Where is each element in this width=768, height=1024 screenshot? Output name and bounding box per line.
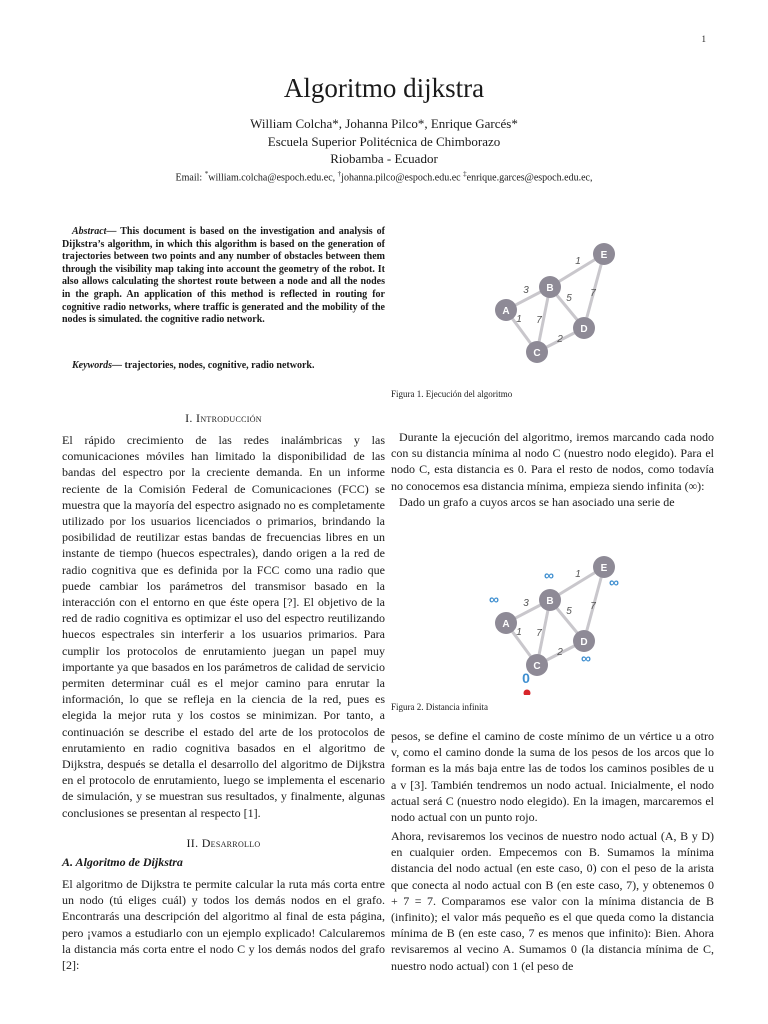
graph-distance-label-c: 0 — [522, 670, 530, 686]
right-text-block-3 — [391, 828, 714, 974]
graph-node-label: B — [546, 283, 554, 294]
graph-edge-weight: 7 — [590, 288, 596, 299]
graph-distance-label-a: ∞ — [489, 591, 499, 607]
email-address-2[interactable]: johanna.pilco@espoch.edu.ec — [341, 172, 461, 184]
figure-2-caption: Figura 2. Distancia infinita — [391, 702, 488, 712]
graph-edge-weight: 5 — [566, 293, 572, 304]
graph-node-label: A — [502, 619, 510, 630]
right-text-block-1 — [391, 429, 714, 510]
graph-node-label: C — [533, 661, 541, 672]
right-paragraph-3: pesos, se define el camino de coste mínimo de un vértice u a otro v, como el camino donde la suma de los pesos de los arcos que lo forman es la más baja entre las de todos los caminos posibles de u a v [3]. También tendremos un nodo actual. Inicialmente, el nodo actual será C (nuestro nodo elegido). En la imagen, marcaremos el nodo actual con un punto rojo. — [391, 729, 714, 825]
page-number: 1 — [701, 34, 706, 44]
graph-node-label: C — [533, 348, 541, 359]
graph-node-label: B — [546, 596, 554, 607]
right-paragraph-4: Ahora, revisaremos los vecinos de nuestro nodo actual (A, B y D) en cualquier orden. Empecemos con B. Sumamos la mínima distancia del nodo actual (en este caso, 0) con el peso de la arista que conecta al nodo actual con B (en este caso, 7), y obtenemos 0 + 7 = 7. Comparamos ese valor con la mínima distancia de B (infinito); el valor más pequeño es el que queda como la distancia mínima de B (en este caso, 7 es menos que infinito): Bien. Ahora revisaremos al vecino A. Sumamos 0 (la distancia mínima de C, nuestro nodo actual) con 1 (el peso de — [391, 829, 714, 973]
introduction-paragraph: El rápido crecimiento de las redes inalámbricas y las comunicaciones móviles han limitado la disponibilidad de las bandas del espectro por la creciente demanda. En un informe reciente de la Comisión Federal de Comunicaciones (FCC) se muestra que la mayoría del espectro asignado no es completamente utilizado por los usuarios licenciados o primarios, brindando la posibilidad de reutilizar estas bandas de frecuencias libres en un instante de tiempo (huecos espectrales), dando origen a la red de radio cognitiva que es definida por la FCC como una radio que puede cambiar los parámetros del transmisor basado en la interacción con el entorno en que éste opera [?]. El objetivo de la red de radio cognitiva es optimizar el uso del espectro reutilizando huecos espectrales sin interferir a los usuarios primarios. Para cumplir los protocolos de enrutamiento juegan un papel muy importante ya que basados en los parámetros de calidad de servicio permiten determinar cuál es el mejor camino para enrutar la información, lo que se refleja en la ciencia de la red, pues es elegida la mejor ruta y los costos se minimizan. Por tanto, a continuación se describe el estado del arte de los protocolos de enrutamiento en radio cognitiva basados en el algoritmo de Dijkstra, después se detalla el desarrollo del algoritmo de Dijkstra en el protocolo de enrutamiento, luego se implementa el escenario de simulación, y se muestran sus resultados, y finalmente, algunas conclusiones se presentan al respecto [1]. — [62, 433, 385, 820]
graph-edge-weight: 3 — [523, 285, 529, 296]
keywords-label: Keywords— — [72, 360, 122, 371]
graph-edge-weight: 1 — [575, 256, 581, 267]
paper-title: Algoritmo dijkstra — [283, 73, 485, 103]
graph-edge-weight: 7 — [536, 315, 542, 326]
graph-edge-weight: 2 — [557, 647, 563, 658]
introduction-text — [62, 432, 385, 821]
abstract-label: Abstract— — [72, 226, 117, 237]
subsection-heading-dijkstra: A. Algoritmo de Dijkstra — [62, 855, 183, 869]
abstract-text: This document is based on the investigation and analysis of Dijkstra’s algorithm, in which this algorithm is based on the generation of trajectories between two points and any number of obstacles between them through the visibility map taking into account the geometry of the robot. It also allows calculating the shortest route between a node and all the nodes in the graph. An application of this method is reflected in routing for cognitive radio networks, where traffic is generated and the mobility of the nodes is simulated. the cognitive radio network. — [62, 226, 385, 326]
affiliation-location: Riobamba - Ecuador — [330, 151, 438, 166]
keywords-text: trajectories, nodes, cognitive, radio network. — [124, 360, 315, 371]
figure-1-graph — [486, 237, 626, 372]
graph-edge-weight: 7 — [590, 601, 596, 612]
graph-node-label: D — [580, 324, 588, 335]
email-mark-1: * — [204, 170, 209, 178]
keywords — [62, 360, 385, 371]
graph-edge-weight: 3 — [523, 598, 529, 609]
email-address-3[interactable]: enrique.garces@espoch.edu.ec, — [466, 172, 593, 184]
desarrollo-text — [62, 876, 385, 973]
graph-node-label: A — [502, 306, 510, 317]
graph-edge-weight: 1 — [516, 627, 522, 638]
right-text-block-2 — [391, 728, 714, 825]
affiliation-institution: Escuela Superior Politécnica de Chimborazo — [267, 134, 501, 149]
email-label: Email: — [175, 172, 203, 184]
desarrollo-paragraph: El algoritmo de Dijkstra te permite calcular la ruta más corta entre un nodo (tú eliges cuál) y todos los demás nodos en el grafo. Encontrarás una descripción del algoritmo al final de esta página, pero ¡vamos a estudiarlo con un ejemplo explicado! Calcularemos la distancia más corta entre el nodo C y los demás nodos del grafo [2]: — [62, 877, 385, 973]
graph-node-label: E — [600, 563, 608, 574]
graph-distance-label-b: ∞ — [544, 567, 554, 583]
graph-edge-weight: 1 — [575, 569, 581, 580]
graph-node-label: E — [600, 250, 608, 261]
section-heading-desarrollo: II. Desarrollo — [186, 836, 261, 850]
figure-2-graph — [486, 550, 626, 695]
graph-distance-label-e: ∞ — [609, 574, 619, 590]
email-mark-2: † — [337, 170, 342, 178]
graph-edge-weight: 5 — [566, 606, 572, 617]
graph-edge-weight: 7 — [536, 628, 542, 639]
graph-node-label: D — [580, 637, 588, 648]
current-node-marker — [524, 690, 531, 696]
email-address-1[interactable]: william.colcha@espoch.edu.ec, — [208, 172, 336, 184]
graph-edge-weight: 2 — [557, 334, 563, 345]
email-line — [0, 170, 768, 183]
abstract — [62, 226, 385, 327]
authors: William Colcha*, Johanna Pilco*, Enrique Garcés* — [250, 116, 518, 131]
section-heading-introduction: I. Introducción — [185, 411, 262, 425]
graph-edge-weight: 1 — [516, 314, 522, 325]
right-paragraph-1: Durante la ejecución del algoritmo, iremos marcando cada nodo con su distancia mínima al nodo C (nuestro nodo elegido). Para el nodo C, esta distancia es 0. Para el resto de nodos, como todavía no conocemos esa distancia mínima, empieza siendo infinita (∞): — [391, 430, 714, 493]
right-paragraph-2: Dado un grafo a cuyos arcos se han asociado una serie de — [399, 494, 675, 509]
graph-distance-label-d: ∞ — [581, 650, 591, 666]
email-mark-3: ‡ — [463, 170, 467, 178]
figure-1-caption: Figura 1. Ejecución del algoritmo — [391, 389, 513, 399]
